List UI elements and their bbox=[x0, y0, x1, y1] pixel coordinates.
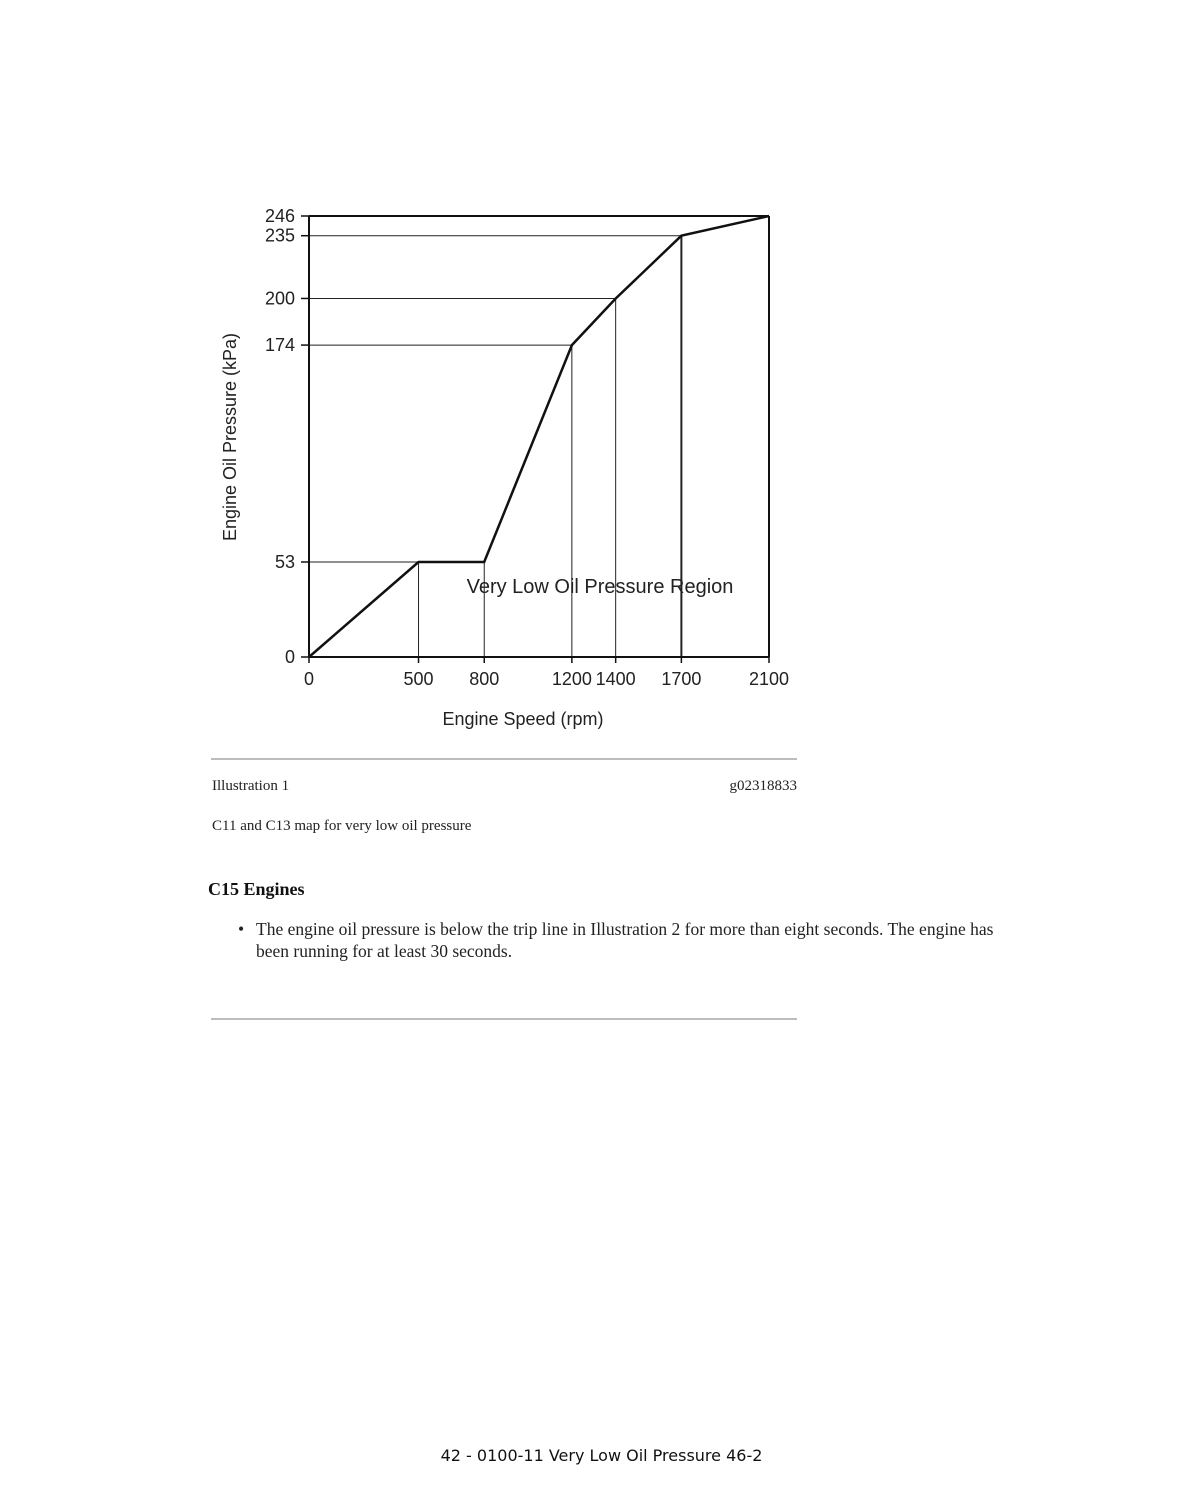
bullet-text: The engine oil pressure is below the trip line in Illustration 2 for more than eight seconds. The engine has been running for at least 30 seconds. bbox=[256, 919, 994, 961]
list-item bbox=[238, 918, 998, 962]
x-tick-label: 500 bbox=[403, 669, 434, 689]
bullet-dot: • bbox=[238, 919, 245, 939]
x-tick-label: 2100 bbox=[748, 669, 790, 689]
y-tick-label: 53 bbox=[274, 551, 295, 572]
bottom-divider bbox=[211, 1018, 797, 1020]
section-title: C15 Engines bbox=[208, 879, 305, 899]
x-tick-label: 800 bbox=[469, 669, 500, 689]
x-tick-label: 1200 bbox=[551, 669, 592, 689]
x-tick-label: 1700 bbox=[661, 669, 702, 689]
bullet-list bbox=[238, 918, 998, 962]
y-tick-label: 174 bbox=[264, 335, 295, 356]
page-footer: 42 - 0100-11 Very Low Oil Pressure 46-2 bbox=[440, 1446, 763, 1465]
chart-ticks bbox=[265, 206, 789, 689]
x-tick-label: 1400 bbox=[595, 669, 636, 689]
region-annotation: Very Low Oil Pressure Region bbox=[466, 576, 734, 598]
illustration-label: Illustration 1 bbox=[212, 778, 290, 794]
y-tick-label: 246 bbox=[264, 206, 295, 226]
x-tick-label: 0 bbox=[303, 669, 315, 689]
y-axis-label: Engine Oil Pressure (kPa) bbox=[220, 332, 240, 542]
top-divider bbox=[211, 758, 797, 760]
illustration-caption: C11 and C13 map for very low oil pressure bbox=[212, 818, 472, 834]
illustration-id: g02318833 bbox=[729, 778, 797, 794]
y-tick-label: 235 bbox=[264, 225, 295, 246]
y-tick-label: 0 bbox=[284, 647, 295, 667]
x-axis-label: Engine Speed (rpm) bbox=[442, 709, 604, 729]
y-tick-label: 200 bbox=[264, 288, 295, 309]
